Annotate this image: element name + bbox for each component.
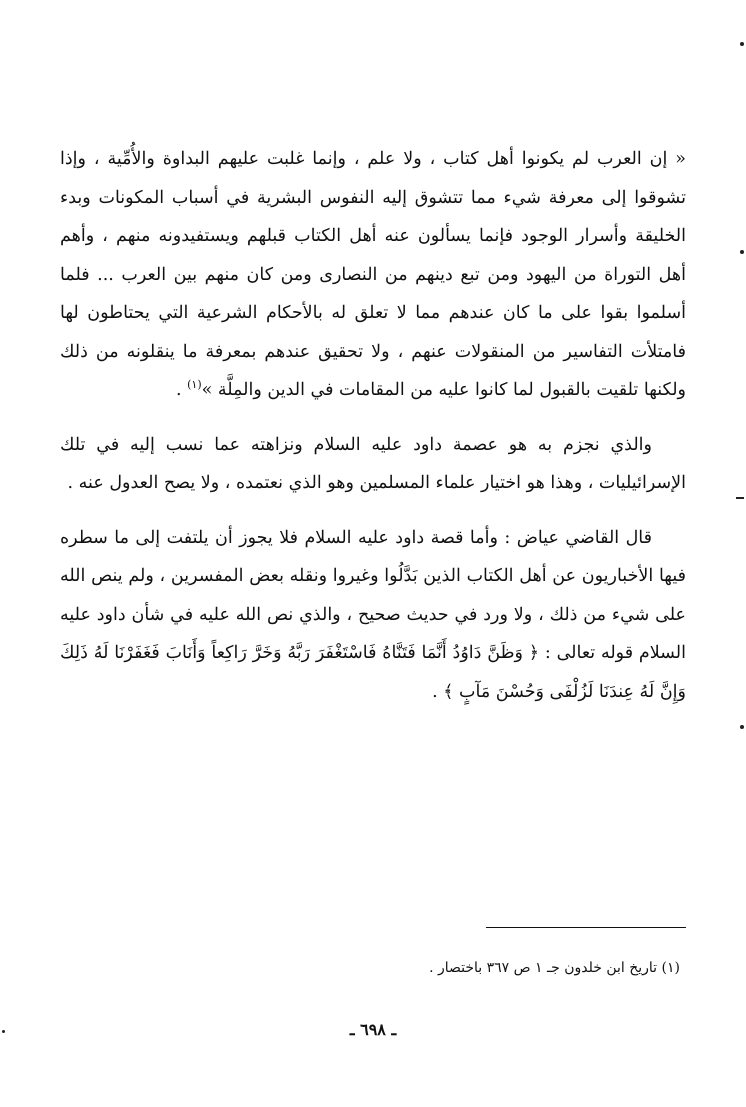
body-paragraph: والذي نجزم به هو عصمة داود عليه السلام ونزاهته عما نسب إليه في تلك الإسرائيليات ، وهذا هو اختيار علماء المسلمين وهو الذي نعتمده ، ولا يصح العدول عنه . xyxy=(60,434,686,493)
margin-mark xyxy=(740,42,744,46)
margin-mark xyxy=(740,250,744,254)
body-paragraph: قال القاضي عياض : وأما قصة داود عليه السلام فلا يجوز أن يلتفت إلى ما سطره فيها الأخباريون عن أهل الكتاب الذين بَدَّلُوا وغيروا ونقله بعض المفسرين ، ولم ينص الله على شيء من ذلك ، ولا ورد في حديث صحيح ، والذي نص الله عليه في شأن داود عليه السلام قوله تعالى : ﴿ وَظَنَّ دَاوُدُ أَنَّمَا فَتَنَّاهُ فَاسْتَغْفَرَ رَبَّهُ وَخَرَّ رَاكِعاً وَأَنَابَ فَغَفَرْنَا لَهُ ذَلِكَ وَإِنَّ لَهُ عِندَنَا لَزُلْفَى وَحُسْنَ مَآبٍ ﴾ . xyxy=(60,527,686,702)
page-body xyxy=(60,140,686,727)
margin-mark xyxy=(736,497,744,499)
page-number: ـ ٦٩٨ ـ xyxy=(349,1020,397,1039)
footnote-separator xyxy=(486,927,686,928)
margin-mark xyxy=(740,725,744,729)
footnote-reference: (١) xyxy=(187,378,202,392)
footnote: (١) تاريخ ابن خلدون جـ ١ ص ٣٦٧ باختصار . xyxy=(429,960,680,976)
quote-paragraph: « إن العرب لم يكونوا أهل كتاب ، ولا علم ، وإنما غلبت عليهم البداوة والأُمِّية ، وإذا تشوقوا إلى معرفة شيء مما تتشوق إليه النفوس البشرية في أسباب المكونات وبدء الخليقة وأسرار الوجود فإنما يسألون عنه أهل الكتاب قبلهم ويستفيدونه منهم ، وأهم أهل التوراة من اليهود ومن تبع دينهم من النصارى ومن كان منهم بين العرب ... فلما أسلموا بقوا على ما كان عندهم مما لا تعلق له بالأحكام الشرعية التي يحتاطون لها فامتلأت التفاسير من المنقولات عنهم ، ولا تحقيق عندهم بمعرفة ما ينقلونه من ذلك ولكنها تلقيت بالقبول لما كانوا عليه من المقامات في الدين والمِلَّة »$^{(١)}$ . xyxy=(60,149,686,400)
